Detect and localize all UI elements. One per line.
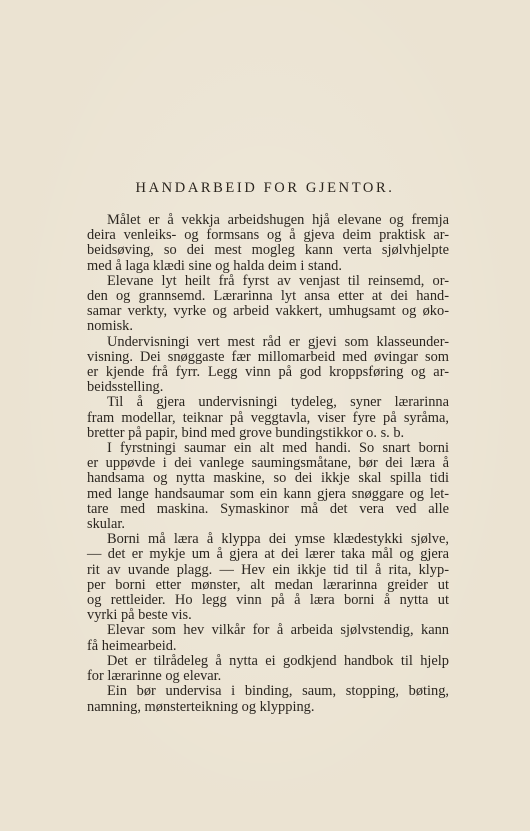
text-line: tare med maskina. Symaskinor må det vera ved alle xyxy=(87,500,449,517)
text-line: Til å gjera undervisningi tydeleg, syner lærarinna xyxy=(107,394,449,411)
page-title: HANDARBEID FOR GJENTOR. xyxy=(135,180,395,196)
text-line: visning. Dei snøggaste fær millomarbeid med øvingar som xyxy=(87,348,449,365)
text-line: Det er tilrådeleg å nytta ei godkjend handbok til hjelp xyxy=(107,652,449,669)
text-line: få heimearbeid. xyxy=(87,637,177,654)
text-line: med å laga klædi sine og halda deim i stand. xyxy=(87,257,342,274)
text-line: skular. xyxy=(87,516,125,533)
text-line: med lange handsaumar som ein kann gjera snøggare og let- xyxy=(87,485,449,502)
text-line: per borni etter mønster, alt medan lærarinna greider ut xyxy=(87,576,449,593)
body-text xyxy=(87,213,449,715)
text-line: er kjende frå fyrr. Legg vinn på god kroppsføring og ar- xyxy=(87,364,449,381)
text-line: fram modellar, teiknar på veggtavla, viser fyre på syråma, xyxy=(87,409,449,426)
text-line: er uppøvde i dei vanlege saumingsmåtane, bør dei læra å xyxy=(87,455,449,472)
paragraph xyxy=(87,213,449,274)
text-line: I fyrstningi saumar ein alt med handi. So snart borni xyxy=(107,440,449,457)
text-line: beidsøving, so dei mest mogleg kann verta sjølvhjelpte xyxy=(87,242,449,259)
text-line: samar verkty, vyrke og arbeid vakkert, umhugsamt og øko- xyxy=(87,303,449,320)
text-line: Elevane lyt heilt frå fyrst av venjast til reinsemd, or- xyxy=(107,272,449,289)
text-line: bretter på papir, bind med grove bundingstikkor o. s. b. xyxy=(87,424,405,441)
text-line: nomisk. xyxy=(87,318,133,335)
text-line: for lærarinne og elevar. xyxy=(87,668,222,685)
text-line: og rettleider. Ho legg vinn på å læra borni å nytta ut xyxy=(87,592,449,609)
text-line: deira venleiks- og formsans og å gjeva deim praktisk ar- xyxy=(87,227,449,244)
text-line: handsama og nytta maskine, so dei ikkje skal spilla tidi xyxy=(87,470,449,487)
paragraph xyxy=(87,395,449,441)
paragraph xyxy=(87,274,449,335)
text-line: Målet er å vekkja arbeidshugen hjå elevane og fremja xyxy=(107,212,449,228)
text-line: Elevar som hev vilkår for å arbeida sjølvstendig, kann xyxy=(107,622,449,639)
text-line: — det er mykje um å gjera at dei lærer taka mål og gjera xyxy=(87,546,449,563)
text-line: beidsstelling. xyxy=(87,379,164,396)
paragraph xyxy=(87,684,449,714)
text-line: Borni må læra å klyppa dei ymse klædestykki sjølve, xyxy=(107,531,449,548)
paragraph xyxy=(87,654,449,684)
text-line: den og grannsemd. Lærarinna lyt ansa etter at dei hand- xyxy=(87,288,449,305)
paragraph xyxy=(87,335,449,396)
text-line: Undervisningi vert mest råd er gjevi som klasseunder- xyxy=(107,333,449,350)
text-line: vyrki på beste vis. xyxy=(87,607,192,624)
text-line: namning, mønsterteikning og klypping. xyxy=(87,698,315,715)
paragraph xyxy=(87,623,449,653)
text-line: Ein bør undervisa i binding, saum, stopping, bøting, xyxy=(107,683,449,700)
text-line: rit av uvande plagg. — Hev ein ikkje tid til å rita, klyp- xyxy=(87,561,449,578)
paragraph xyxy=(87,441,449,532)
paragraph xyxy=(87,532,449,623)
